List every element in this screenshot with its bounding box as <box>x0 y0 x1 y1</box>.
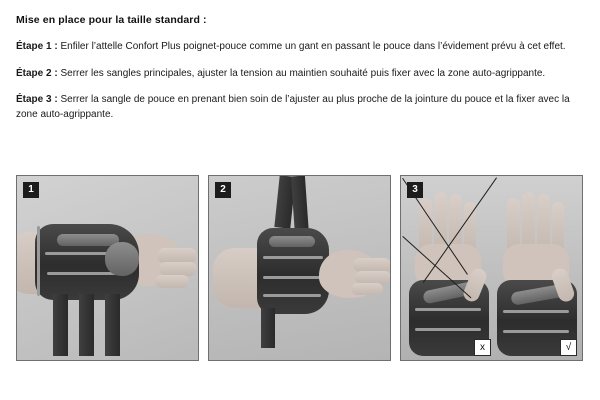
step-1-label: Étape 1 : <box>16 41 58 52</box>
figure-2-number: 2 <box>215 182 231 198</box>
figure-3 <box>400 175 583 361</box>
figure-1-number: 1 <box>23 182 39 198</box>
step-3-text: Serrer la sangle de pouce en prenant bien soin de l’ajuster au plus proche de la jointure du pouce et la fixer avec la zone auto-agrippante. <box>16 94 570 120</box>
step-2-label: Étape 2 : <box>16 67 58 79</box>
step-3-label: Étape 3 : <box>16 94 58 105</box>
correct-mark: √ <box>560 339 577 356</box>
figure-1 <box>16 175 199 361</box>
figure-1-photo <box>17 176 198 360</box>
figure-2-photo <box>209 176 390 360</box>
figure-3-photo <box>401 176 582 360</box>
step-2-text: Serrer les sangles principales, ajuster la tension au maintien souhaité puis fixer avec la zone auto-agrippante. <box>57 67 546 79</box>
step-1-paragraph <box>16 40 576 55</box>
figure-row <box>16 175 584 361</box>
step-1-text: Enfiler l’attelle Confort Plus poignet-pouce comme un gant en passant le pouce dans l’évidement prévu à cet effet. <box>57 41 566 52</box>
figure-2 <box>208 175 391 361</box>
figure-3-number: 3 <box>407 182 423 198</box>
incorrect-mark: x <box>474 339 491 356</box>
step-2-paragraph <box>16 67 576 82</box>
page-title: Mise en place pour la taille standard : <box>16 14 207 26</box>
step-3-paragraph <box>16 93 576 122</box>
